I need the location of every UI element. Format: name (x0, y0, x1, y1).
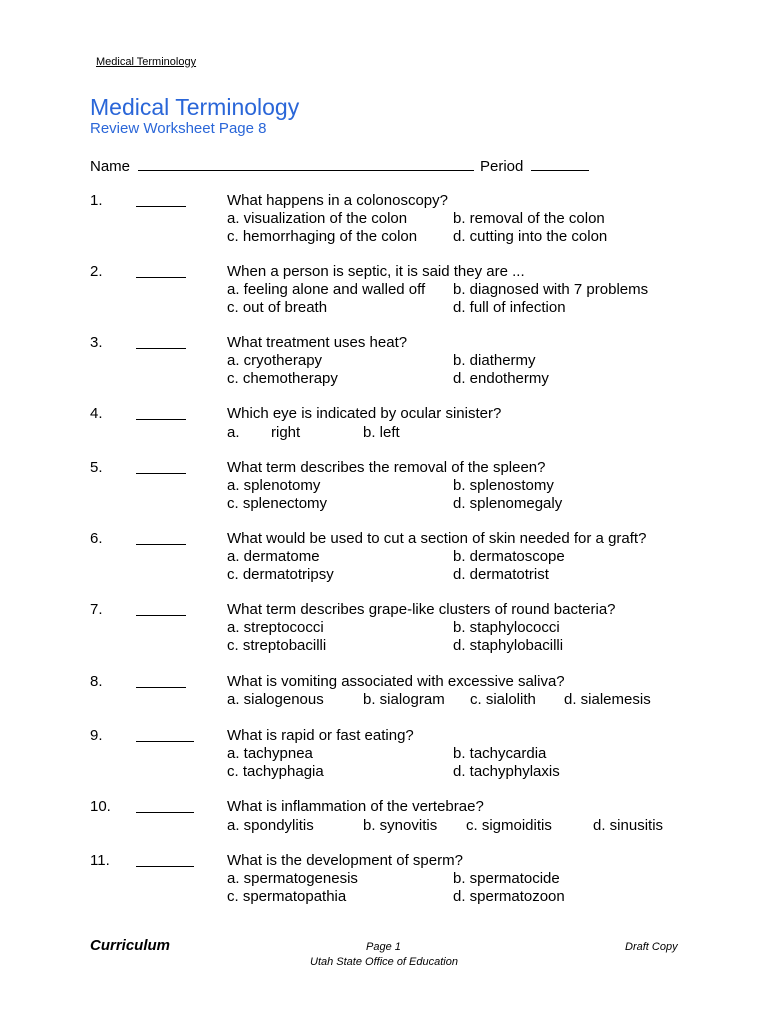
option-c: c. sialolith (470, 691, 536, 708)
answer-blank[interactable] (136, 405, 186, 420)
option-b: b. staphylococci (453, 619, 560, 636)
option-a: right (271, 424, 301, 441)
answer-blank[interactable] (136, 727, 194, 742)
name-field[interactable] (138, 156, 474, 171)
question-text: What term describes the removal of the spleen? (227, 459, 546, 476)
option-a: a. spermatogenesis (227, 870, 358, 887)
question-text: When a person is septic, it is said they are ... (227, 263, 525, 280)
option-a: a. spondylitis (227, 817, 314, 834)
question-number: 7. (90, 601, 103, 618)
option-a: a. sialogenous (227, 691, 324, 708)
question-number: 3. (90, 334, 103, 351)
question-text: What is rapid or fast eating? (227, 727, 414, 744)
answer-blank[interactable] (136, 459, 186, 474)
option-b: b. diathermy (453, 352, 536, 369)
footer-draft-copy: Draft Copy (625, 941, 678, 953)
answer-blank[interactable] (136, 852, 194, 867)
question-text: What is inflammation of the vertebrae? (227, 798, 484, 815)
option-a: a. visualization of the colon (227, 210, 408, 227)
option-c: c. dermatotripsy (227, 566, 334, 583)
question-number: 10. (90, 798, 111, 815)
option-d: d. dermatotrist (453, 566, 549, 583)
option-b: b. dermatoscope (453, 548, 565, 565)
question-text: What term describes grape-like clusters of round bacteria? (227, 601, 616, 618)
option-d: d. full of infection (453, 299, 566, 316)
question-number: 9. (90, 727, 103, 744)
question-text: What is vomiting associated with excessive saliva? (227, 673, 565, 690)
period-row (480, 156, 589, 175)
option-b: b. synovitis (363, 817, 438, 834)
option-a: a. streptococci (227, 619, 324, 636)
question-text: What treatment uses heat? (227, 334, 408, 351)
option-d: d. tachyphylaxis (453, 763, 560, 780)
answer-blank[interactable] (136, 673, 186, 688)
option-b: b. left (363, 424, 400, 441)
question-number: 8. (90, 673, 103, 690)
question-text: Which eye is indicated by ocular sinister? (227, 405, 502, 422)
question-number: 6. (90, 530, 103, 547)
option-c: c. out of breath (227, 299, 328, 316)
option-c: c. tachyphagia (227, 763, 324, 780)
option-d: d. cutting into the colon (453, 228, 608, 245)
answer-blank[interactable] (136, 263, 186, 278)
option-a: a. dermatome (227, 548, 320, 565)
question-text: What is the development of sperm? (227, 852, 463, 869)
name-row (90, 156, 474, 175)
answer-blank[interactable] (136, 192, 186, 207)
question-number: 5. (90, 459, 103, 476)
option-a: a. feeling alone and walled off (227, 281, 426, 298)
option-b: b. sialogram (363, 691, 445, 708)
option-a: a. splenotomy (227, 477, 321, 494)
period-field[interactable] (531, 156, 589, 171)
answer-blank[interactable] (136, 530, 186, 545)
option-d: d. staphylobacilli (453, 637, 564, 654)
option-b: b. spermatocide (453, 870, 560, 887)
option-d: d. spermatozoon (453, 888, 565, 905)
option-c: c. chemotherapy (227, 370, 338, 387)
question-number: 2. (90, 263, 103, 280)
option-c: c. sigmoiditis (466, 817, 552, 834)
footer-office: Utah State Office of Education (310, 956, 458, 968)
option-a-letter: a. (227, 424, 240, 441)
question-text: What would be used to cut a section of skin needed for a graft? (227, 530, 647, 547)
option-a: a. tachypnea (227, 745, 313, 762)
option-b: b. removal of the colon (453, 210, 605, 227)
question-text: What happens in a colonoscopy? (227, 192, 448, 209)
option-d: d. splenomegaly (453, 495, 563, 512)
option-a: a. cryotherapy (227, 352, 323, 369)
answer-blank[interactable] (136, 334, 186, 349)
option-c: c. streptobacilli (227, 637, 327, 654)
footer-curriculum: Curriculum (90, 937, 171, 954)
option-b: b. tachycardia (453, 745, 547, 762)
option-d: d. endothermy (453, 370, 549, 387)
period-label: Period (480, 158, 524, 175)
name-label: Name (90, 158, 131, 175)
option-b: b. diagnosed with 7 problems (453, 281, 649, 298)
answer-blank[interactable] (136, 798, 194, 813)
page-subtitle: Review Worksheet Page 8 (90, 120, 267, 137)
running-header: Medical Terminology (96, 56, 197, 68)
option-c: c. spermatopathia (227, 888, 347, 905)
page-title: Medical Terminology (90, 94, 300, 120)
option-c: c. hemorrhaging of the colon (227, 228, 418, 245)
option-c: c. splenectomy (227, 495, 328, 512)
question-number: 11. (90, 852, 110, 869)
option-b: b. splenostomy (453, 477, 554, 494)
footer-page-number: Page 1 (366, 941, 401, 953)
option-d: d. sialemesis (564, 691, 651, 708)
answer-blank[interactable] (136, 601, 186, 616)
question-number: 1. (90, 192, 103, 209)
option-d: d. sinusitis (593, 817, 664, 834)
question-number: 4. (90, 405, 103, 422)
